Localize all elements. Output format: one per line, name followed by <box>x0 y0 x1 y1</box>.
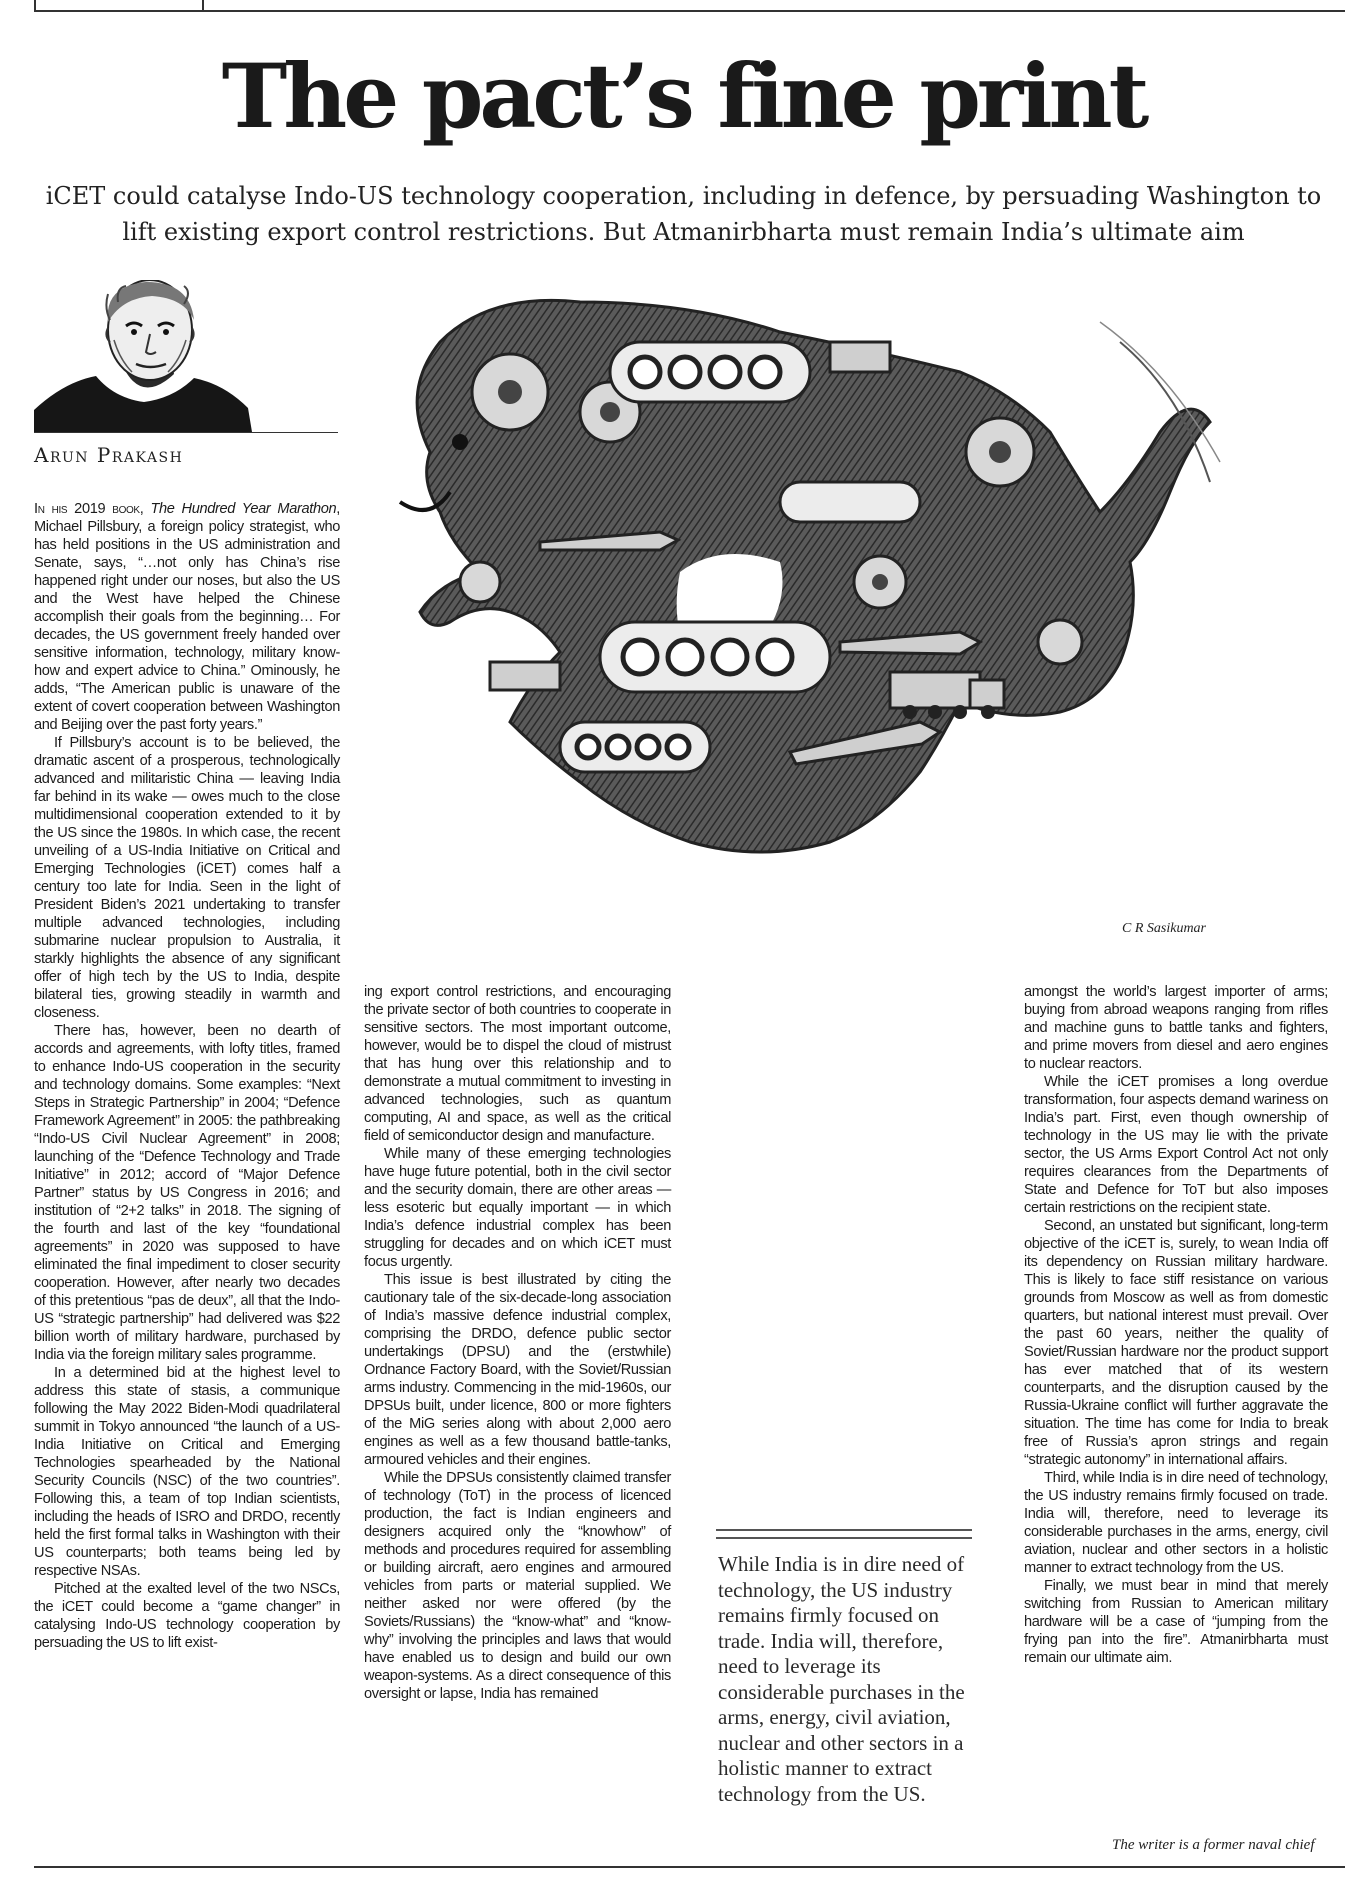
paragraph: amongst the world’s largest importer of arms; buying from abroad weapons ranging from rifles and machine guns to battle tanks and fighters, and prime movers from diesel and aero engines to nuclear reactors. <box>1024 984 1328 1072</box>
article-column-1 <box>34 500 340 1652</box>
article-column-4 <box>1024 983 1328 1667</box>
top-rule <box>34 10 1345 12</box>
paragraph: Third, while India is in dire need of technology, the US industry remains firmly focused on trade. India will, therefore, need to leverage its considerable purchases in the arms, energy, civil aviation, nuclear and other sectors in a holistic manner to extract technology from the US. <box>1024 1470 1328 1576</box>
writer-signoff: The writer is a former naval chief <box>1112 1837 1315 1853</box>
lead-in: In his 2019 book, <box>34 501 151 517</box>
lion-illustration <box>360 282 1240 942</box>
paragraph: Second, an unstated but significant, long-term objective of the iCET is, surely, to wean India off its dependency on Russian military hardware. This is likely to face stiff resistance on various grounds from Moscow as well as from domestic quarters, but national interest must prevail. Over the past 60 years, neither the quality of Soviet/Russian hardware nor the product support has ever matched that of its western counterparts, and the disruption caused by the Russia-Ukraine conflict will further aggravate the situation. The time has come for India to break free of Russia’s apron strings and regain “strategic autonomy” in international affairs. <box>1024 1218 1328 1468</box>
byline: Arun Prakash <box>34 443 184 467</box>
paragraph: There has, however, been no dearth of accords and agreements, with lofty titles, framed to enhance Indo-US cooperation in the security and technology domains. Some examples: “Next Steps in Strategic Partnership” in 2004; “Defence Framework Agreement” in 2005: the pathbreaking “Indo-US Civil Nuclear Agreement” in 2008; launching of the “Defence Technology and Trade Initiative” in 2012; accord of “Major Defence Partner” status by US Congress in 2016; and institution of “2+2 talks” in 2018. The signing of the fourth and last of the key “foundational agreements” in 2020 was supposed to have eliminated the final impediment to closer security cooperation. However, after nearly two decades of this pretentious “pas de deux”, all that the Indo-US “strategic partnership” had delivered was $22 billion worth of military hardware, purchased by India via the foreign military sales programme. <box>34 1023 340 1363</box>
pullquote: While India is in dire need of technology, the US industry remains firmly focused on trade. India will, therefore, need to leverage its considerable purchases in the arms, energy, civil aviation, nuclear and other sectors in a holistic manner to extract technology from the US. <box>718 1552 965 1806</box>
article-column-2 <box>364 983 671 1703</box>
section-tab <box>34 0 204 10</box>
paragraph: If Pillsbury’s account is to be believed, the dramatic ascent of a prosperous, technologically advanced and militaristic China — leaving India far behind in its wake — owes much to the close multidimensional cooperation extended to it by the US since the 1980s. In which case, the recent unveiling of a US-India Initiative on Critical and Emerging Technologies (iCET) comes half a century too late for India. Seen in the light of President Biden’s 2021 undertaking to transfer multiple advanced technologies, including submarine nuclear propulsion to Australia, it starkly highlights the absence of any significant offer of high tech by the US to India, despite bilateral ties, growing steadily in warmth and closeness. <box>34 735 340 1021</box>
byline-rule <box>34 432 338 433</box>
paragraph: Finally, we must bear in mind that merely switching from Russian to American military hardware will be a case of “jumping from the frying pan into the fire”. Atmanirbharta must remain our ultimate aim. <box>1024 1578 1328 1666</box>
paragraph <box>34 500 340 734</box>
paragraph: While many of these emerging technologies have huge future potential, both in the civil sector and the security domain, there are other areas — less esoteric but equally important — in which India’s defence industrial complex has been struggling for decades and on which iCET must focus urgently. <box>364 1146 671 1270</box>
author-portrait <box>34 280 338 432</box>
standfirst: iCET could catalyse Indo-US technology cooperation, including in defence, by persuading Washington to lift existing export control restrictions. But Atmanirbharta must remain India’s ultimate aim <box>45 182 1322 246</box>
paragraph: ing export control restrictions, and encouraging the private sector of both countries to cooperate in sensitive sectors. The most important outcome, however, would be to dispel the cloud of mistrust that has hung over this relationship and to demonstrate a mutual commitment to investing in advanced technologies, such as quantum computing, AI and space, as well as the critical field of semiconductor design and manufacture. <box>364 984 671 1144</box>
illustration-credit: C R Sasikumar <box>1122 921 1206 936</box>
paragraph-text: , Michael Pillsbury, a foreign policy strategist, who has held positions in the US administration and Senate, says, “…not only has China’s rise happened right under our noses, but also the US and the West have helped the Chinese accomplish their goals from the beginning… For decades, the US government freely handed over sensitive information, technology, military know-how and expert advice to China.” Ominously, he adds, “The American public is unaware of the extent of covert cooperation between Washington and Beijing over the past forty years.” <box>34 501 340 733</box>
pullquote-rules <box>716 1529 972 1539</box>
paragraph: In a determined bid at the highest level to address this state of stasis, a communique following the May 2022 Biden-Modi quadrilateral summit in Tokyo announced “the launch of a US-India Initiative on Critical and Emerging Technologies spearheaded by the National Security Councils (NSC) of the two countries”. Following this, a team of top Indian scientists, including the heads of ISRO and DRDO, recently held the first formal talks in Washington with their US counterparts; both teams being led by respective NSAs. <box>34 1365 340 1579</box>
bottom-rule <box>34 1866 1345 1868</box>
paragraph: While the iCET promises a long overdue transformation, four aspects demand wariness on India’s part. First, even though ownership of technology in the US may lie with the private sector, the US Arms Export Control Act not only requires clearances from the Departments of State and Defence for ToT but also imposes certain restrictions on the recipient state. <box>1024 1074 1328 1216</box>
paragraph: While the DPSUs consistently claimed transfer of technology (ToT) in the process of licenced production, the fact is Indian engineers and designers acquired only the “knowhow” of methods and procedures required for assembling or building aircraft, aero engines and armoured vehicles from parts or material supplied. We neither asked nor were offered (by the Soviets/Russians) the “know-what” and “know-why” involving the principles and laws that would have enabled us to design and build our own weapon-systems. As a direct consequence of this oversight or lapse, India has remained <box>364 1470 671 1702</box>
headline: The pact’s fine print <box>221 44 1146 148</box>
paragraph: This issue is best illustrated by citing the cautionary tale of the six-decade-long association of India’s massive defence industrial complex, comprising the DRDO, defence public sector undertakings (DPSU) and the (erstwhile) Ordnance Factory Board, with the Soviet/Russian arms industry. Commencing in the mid-1960s, our DPSUs built, under licence, 800 or more fighters of the MiG series along with about 2,000 aero engines as well as a few thousand battle-tanks, armoured vehicles and their engines. <box>364 1272 671 1468</box>
paragraph: Pitched at the exalted level of the two NSCs, the iCET could become a “game changer” in catalysing Indo-US technology cooperation by persuading the US to lift exist- <box>34 1581 340 1651</box>
book-title: The Hundred Year Marathon <box>150 501 337 517</box>
